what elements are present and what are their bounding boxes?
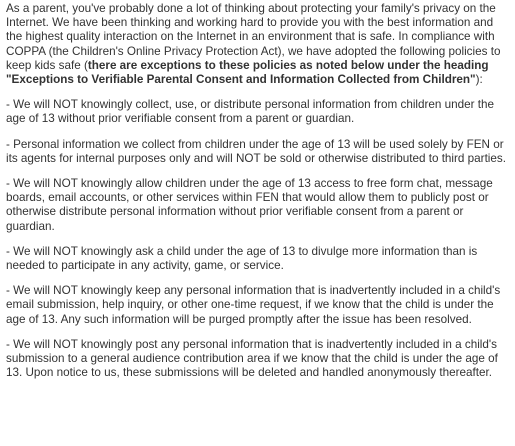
intro-text: As a parent, you've probably done a lot of thinking about protecting your family's privacy on the Internet. We have been thinking and working hard to provide you with the best information and the highest quality interaction on the Internet in an environment that is safe. In compliance with COPPA (the Children's Online Privacy Protection Act), we have adopted the following policies to keep kids safe (: [6, 2, 501, 72]
exceptions-note: there are exceptions to these policies as noted below under the heading "Exceptions to Verifiable Parental Consent and Information Collected from Children": [6, 58, 489, 87]
policy-item: - We will NOT knowingly keep any personal information that is inadvertently included in a child's email submission, help inquiry, or other one-time request, if we know that the child is under the age of 13. Any such information will be purged promptly after the issue has been resolved.: [6, 284, 501, 326]
intro-text-end: ):: [475, 73, 483, 87]
intro-paragraph: [6, 2, 511, 87]
policy-item: - We will NOT knowingly collect, use, or distribute personal information from children under the age of 13 without prior verifiable consent from a parent or guardian.: [6, 98, 495, 126]
privacy-policy-document: [6, 2, 511, 380]
policy-item: - We will NOT knowingly allow children under the age of 13 access to free form chat, message boards, email accounts, or other services within FEN that would allow them to publicly post or otherwise distribute personal information without prior verifiable consent from a parent or guardian.: [6, 177, 493, 233]
policy-item: - We will NOT knowingly ask a child under the age of 13 to divulge more information than is needed to participate in any activity, game, or service.: [6, 244, 478, 273]
policy-item: - Personal information we collect from children under the age of 13 will be used solely by FEN or its agents for internal purposes only and will NOT be sold or otherwise distributed to third parties.: [6, 137, 506, 165]
policy-item: - We will NOT knowingly post any personal information that is inadvertently included in a child's submission to a general audience contribution area if we know that the child is under the age of 13. Upon notice to us, these submissions will be deleted and handled anonymously thereafter.: [6, 337, 498, 380]
